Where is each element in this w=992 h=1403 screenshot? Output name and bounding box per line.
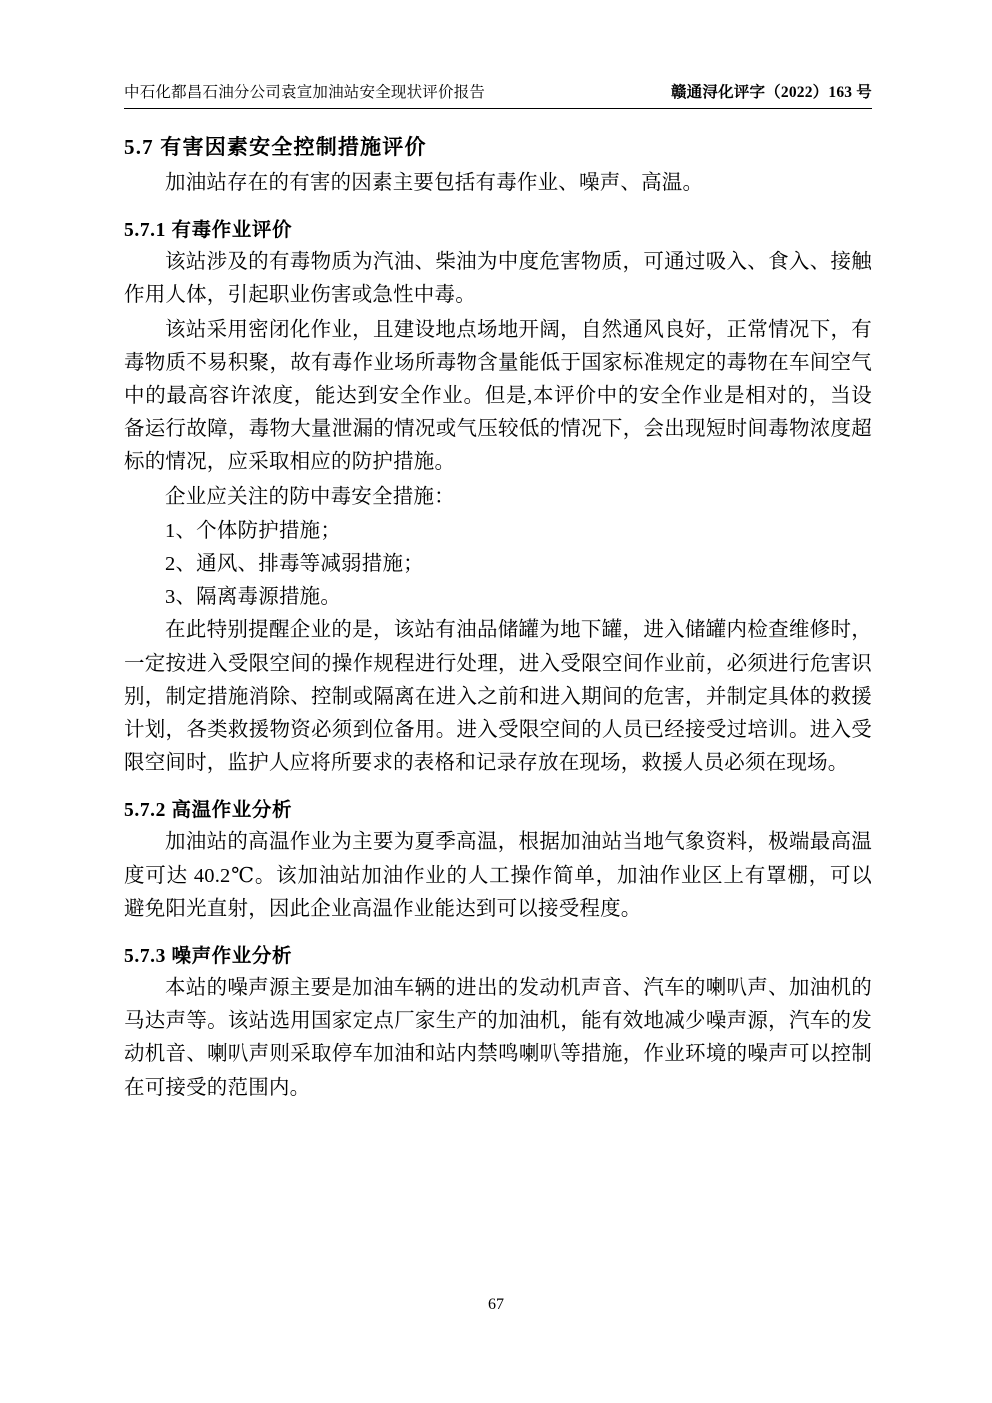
subsection-title-5-7-2: 5.7.2 高温作业分析 <box>124 800 293 822</box>
header-report-title: 中石化都昌石油分公司袁宣加油站安全现状评价报告 <box>124 84 486 101</box>
paragraph: 企业应关注的防中毒安全措施： <box>165 485 455 508</box>
list-item: 3、隔离毒源措施。 <box>165 586 342 609</box>
paragraph: 本站的噪声源主要是加油车辆的进出的发动机声音、汽车的喇叭声、加油机的马达声等。该站选用国家定点厂家生产的加油机，能有效地减少噪声源，汽车的发动机音、喇叭声则采取停车加油和站内禁鸣喇叭等措施，作业环境的噪声可以控制在可接受的范围内。 <box>124 977 872 1099</box>
page-header <box>124 80 872 109</box>
paragraph: 在此特别提醒企业的是，该站有油品储罐为地下罐，进入储罐内检查维修时，一定按进入受限空间的操作规程进行处理，进入受限空间作业前，必须进行危害识别，制定措施消除、控制或隔离在进入之前和进入期间的危害，并制定具体的救援计划，各类救援物资必须到位备用。进入受限空间的人员已经接受过培训。进入受限空间时，监护人应将所要求的表格和记录存放在现场，救援人员必须在现场。 <box>124 619 872 775</box>
paragraph: 该站采用密闭化作业，且建设地点场地开阔，自然通风良好，正常情况下，有毒物质不易积聚，故有毒作业场所毒物含量能低于国家标准规定的毒物在车间空气中的最高容许浓度，能达到安全作业。但是,本评价中的安全作业是相对的，当设备运行故障，毒物大量泄漏的情况或气压较低的情况下，会出现短时间毒物浓度超标的情况，应采取相应的防护措施。 <box>124 318 872 474</box>
page-content <box>124 80 872 1106</box>
subsection-title-5-7-3: 5.7.3 噪声作业分析 <box>124 946 293 968</box>
header-document-number: 赣通浔化评字（2022）163 号 <box>670 84 872 101</box>
list-item: 1、个体防护措施； <box>165 519 342 542</box>
section-title: 5.7 有害因素安全控制措施评价 <box>124 135 427 159</box>
list-item: 2、通风、排毒等减弱措施； <box>165 553 424 576</box>
paragraph: 该站涉及的有毒物质为汽油、柴油为中度危害物质，可通过吸入、食入、接触作用人体，引起职业伤害或急性中毒。 <box>124 251 872 307</box>
subsection-title-5-7-1: 5.7.1 有毒作业评价 <box>124 220 293 242</box>
section-intro-paragraph: 加油站存在的有害的因素主要包括有毒作业、噪声、高温。 <box>165 172 704 194</box>
paragraph: 加油站的高温作业为主要为夏季高温，根据加油站当地气象资料，极端最高温度可达 40.2℃。该加油站加油作业的人工操作简单，加油作业区上有罩棚，可以避免阳光直射，因此企业高温作业能达到可以接受程度。 <box>124 831 872 920</box>
page-number: 67 <box>488 1296 504 1313</box>
